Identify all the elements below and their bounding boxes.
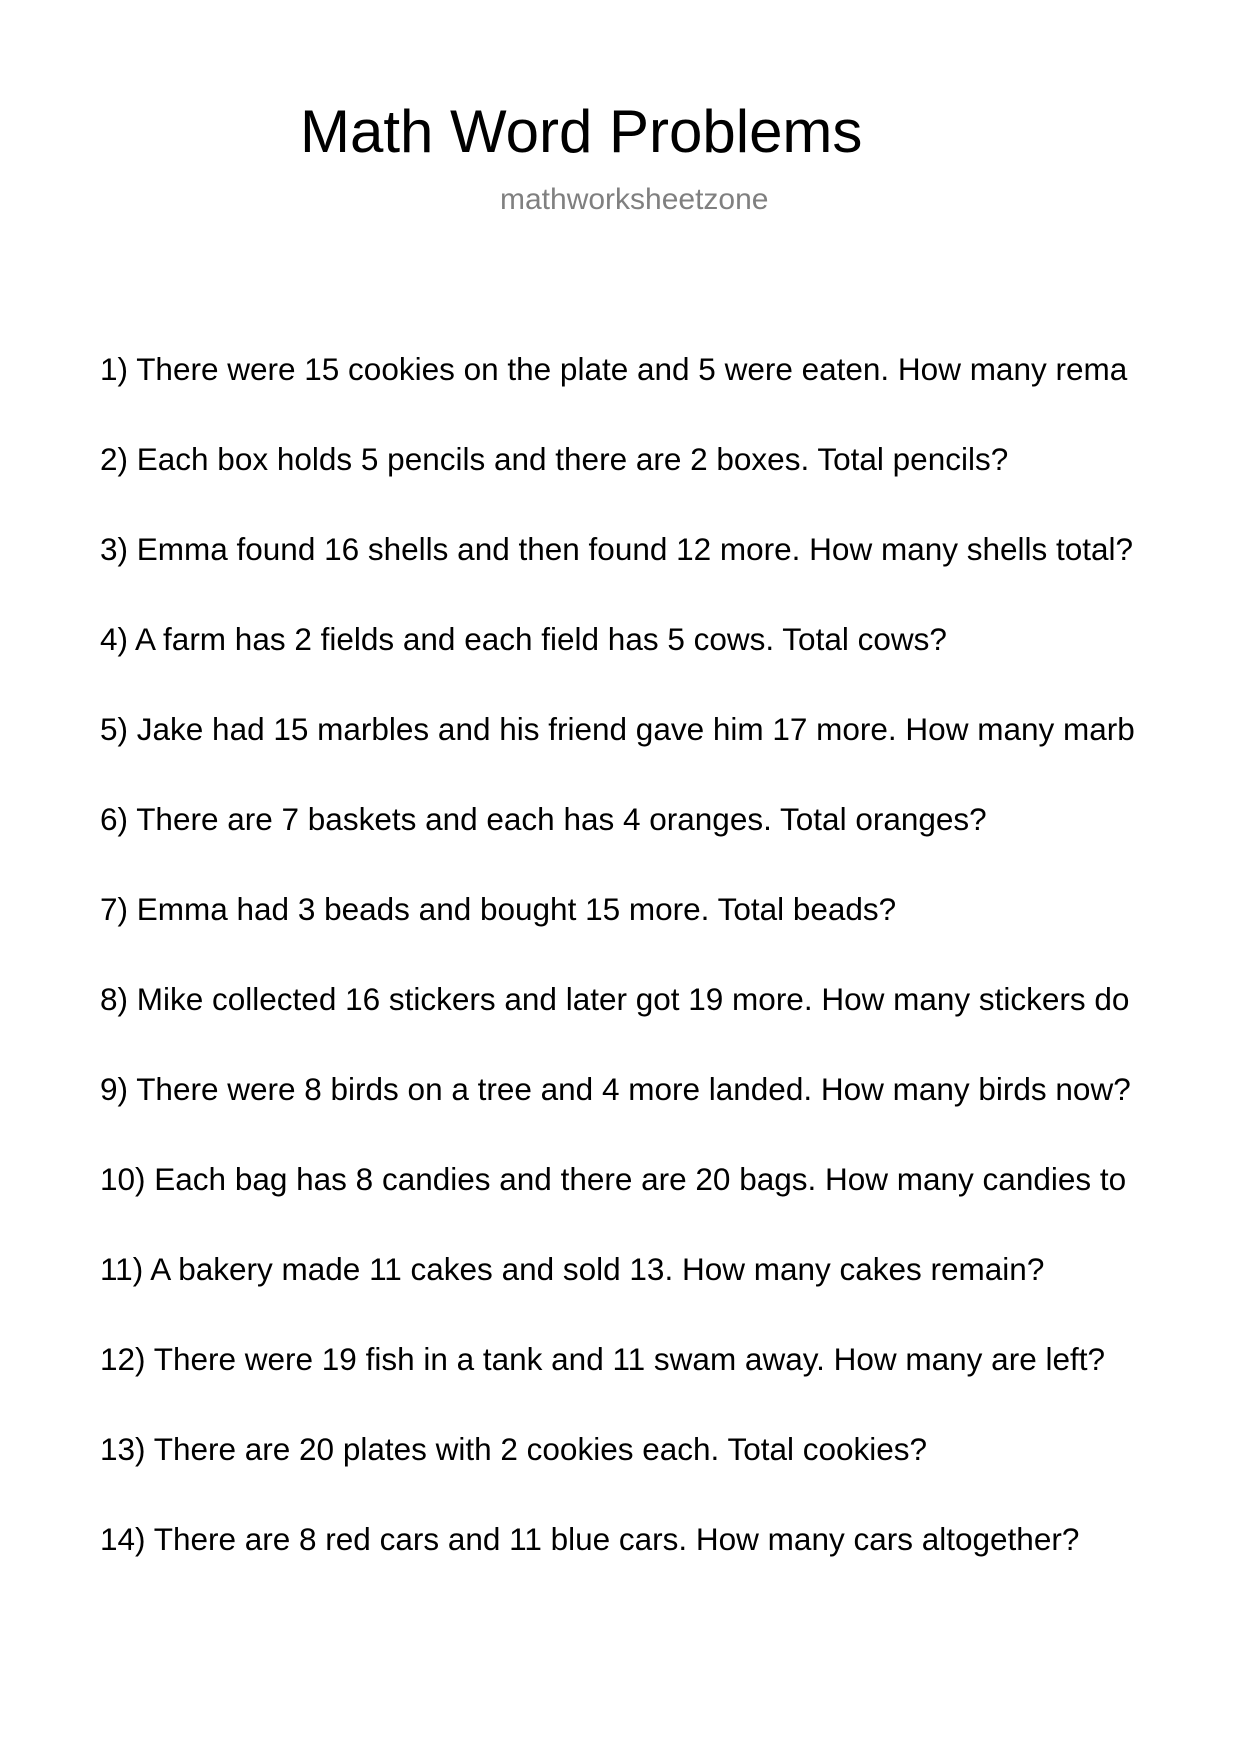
problem-item: 13) There are 20 plates with 2 cookies each. Total cookies? bbox=[100, 1431, 928, 1467]
problem-item: 2) Each box holds 5 pencils and there are 2 boxes. Total pencils? bbox=[100, 441, 1009, 477]
problem-item: 5) Jake had 15 marbles and his friend gave him 17 more. How many marb bbox=[100, 711, 1135, 747]
problem-item: 10) Each bag has 8 candies and there are 20 bags. How many candies to bbox=[100, 1161, 1127, 1197]
page-title: Math Word Problems bbox=[300, 98, 863, 165]
problem-item: 7) Emma had 3 beads and bought 15 more. Total beads? bbox=[100, 891, 897, 927]
problem-item: 1) There were 15 cookies on the plate and 5 were eaten. How many rema bbox=[100, 351, 1128, 387]
problem-list bbox=[100, 350, 1135, 1610]
problem-item: 9) There were 8 birds on a tree and 4 more landed. How many birds now? bbox=[100, 1071, 1131, 1107]
subtitle: mathworksheetzone bbox=[500, 183, 769, 216]
problem-item: 11) A bakery made 11 cakes and sold 13. How many cakes remain? bbox=[100, 1251, 1045, 1287]
problem-item: 12) There were 19 fish in a tank and 11 swam away. How many are left? bbox=[100, 1341, 1106, 1377]
problem-item: 3) Emma found 16 shells and then found 12 more. How many shells total? bbox=[100, 531, 1134, 567]
problem-item: 6) There are 7 baskets and each has 4 oranges. Total oranges? bbox=[100, 801, 987, 837]
problem-item: 8) Mike collected 16 stickers and later got 19 more. How many stickers do bbox=[100, 981, 1130, 1017]
problem-item: 4) A farm has 2 fields and each field has 5 cows. Total cows? bbox=[100, 621, 947, 657]
problem-item: 14) There are 8 red cars and 11 blue cars. How many cars altogether? bbox=[100, 1521, 1080, 1557]
